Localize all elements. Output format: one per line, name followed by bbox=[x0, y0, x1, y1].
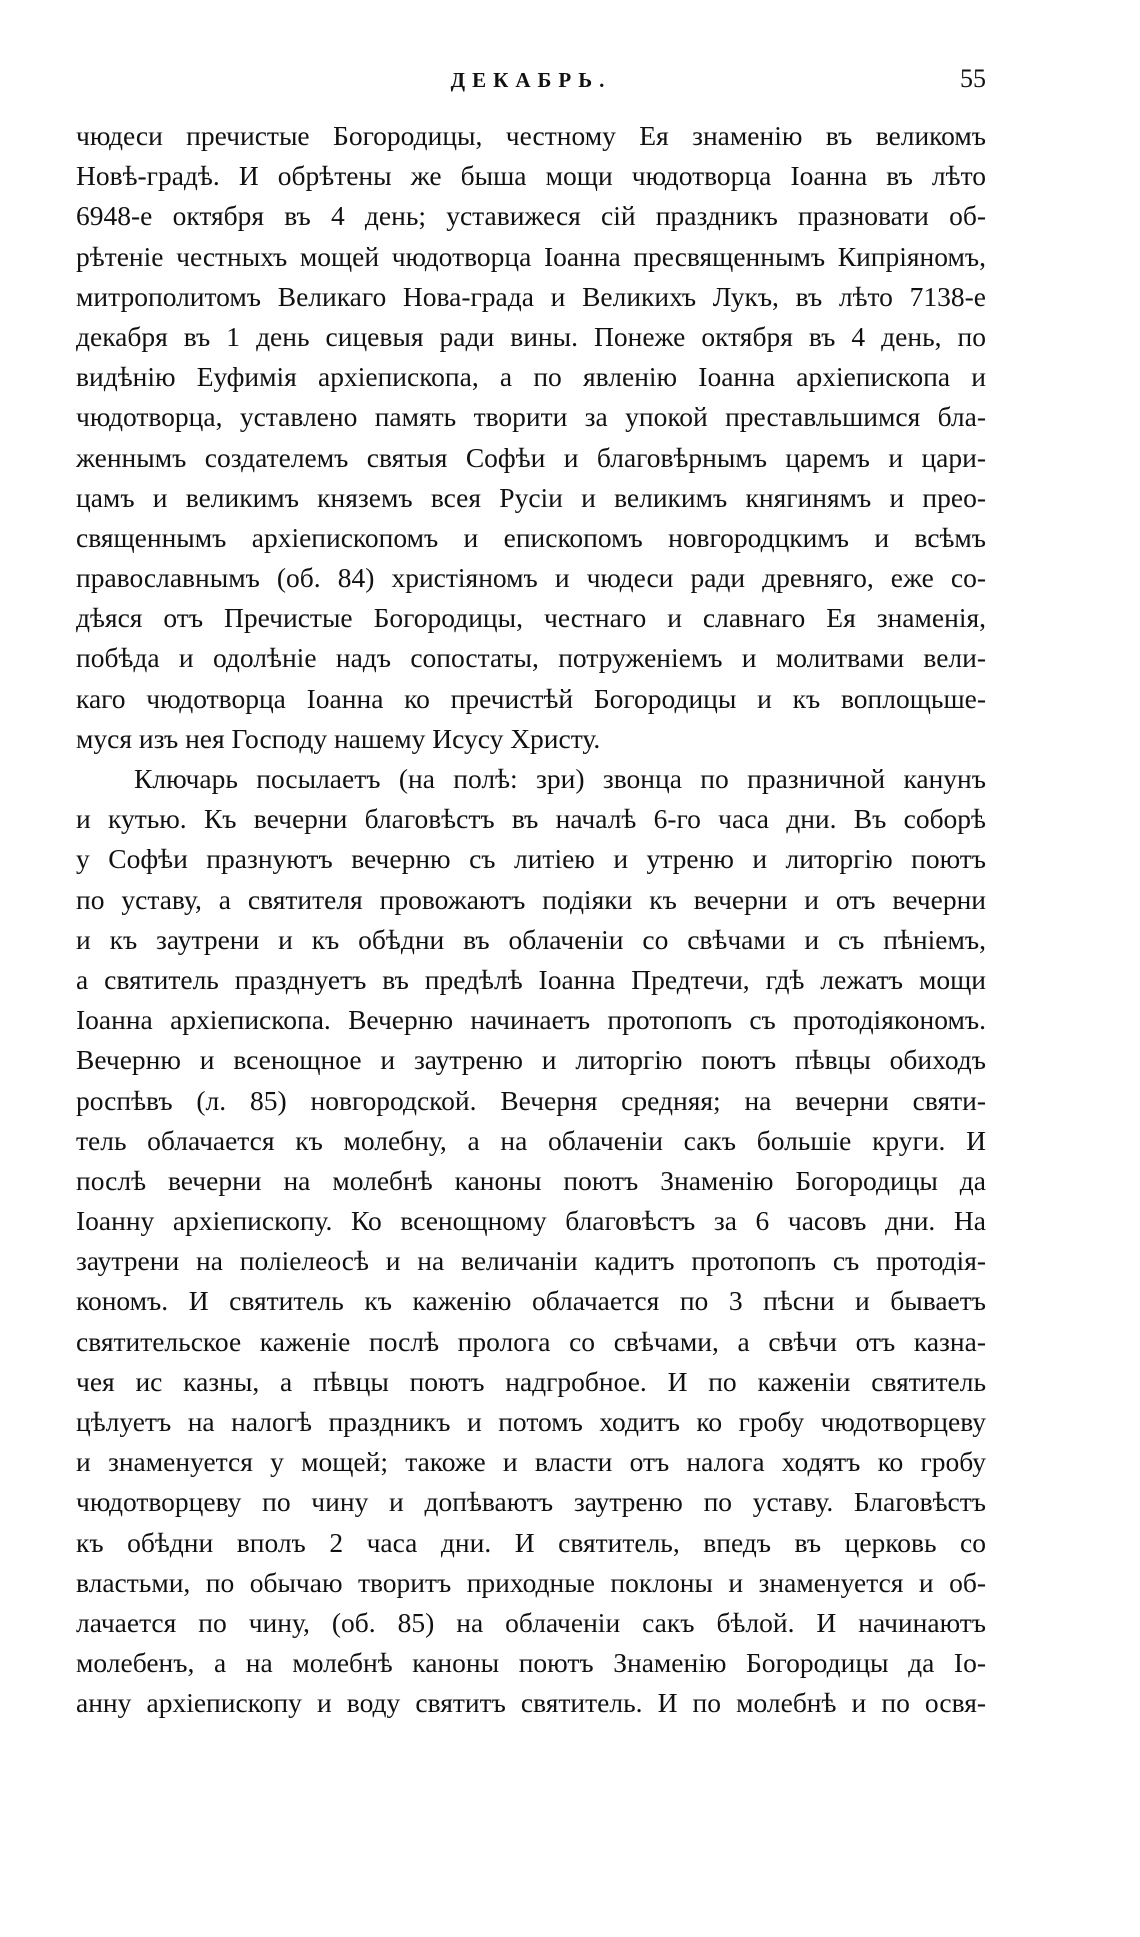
text-line: Новѣ-градѣ. И обрѣтены же быша мощи чюдотворца Іоанна въ лѣто bbox=[76, 160, 986, 192]
text-line: священнымъ архіепископомъ и епископомъ новгородцкимъ и всѣмъ bbox=[76, 521, 986, 553]
text-line: роспѣвъ (л. 85) новгородской. Вечерня средняя; на вечерни святи- bbox=[76, 1084, 986, 1116]
text-line: декабря въ 1 день сицевыя ради вины. Понеже октября въ 4 день, по bbox=[76, 320, 986, 352]
text-line: и знаменуется у мощей; такоже и власти отъ налога ходятъ ко гробу bbox=[76, 1446, 986, 1478]
text-line: каго чюдотворца Іоанна ко пречистѣй Богородицы и къ воплощьше- bbox=[76, 682, 986, 714]
text-line: цамъ и великимъ княземъ всея Русіи и великимъ княгинямъ и прео- bbox=[76, 481, 986, 513]
text-line: видѣнію Еуфимія архіепископа, а по явленію Іоанна архіепископа и bbox=[76, 361, 986, 393]
running-title: ДЕКАБРЬ. bbox=[450, 68, 612, 92]
text-line: чея ис казны, а пѣвцы поютъ надгробное. И по каженіи святитель bbox=[76, 1365, 986, 1397]
text-line: анну архіепископу и воду святитъ святитель. И по молебнѣ и по освя- bbox=[76, 1687, 986, 1719]
text-line: дѣяся отъ Пречистые Богородицы, честнаго и славнаго Ея знаменія, bbox=[76, 602, 986, 634]
text-line: святительское каженіе послѣ пролога со свѣчами, а свѣчи отъ казна- bbox=[76, 1325, 986, 1357]
text-line: Ключарь посылаетъ (на полѣ: зри) звонца по празничной канунъ bbox=[134, 763, 986, 794]
text-line: къ обѣдни вполъ 2 часа дни. И святитель, впедъ въ церковь со bbox=[76, 1526, 986, 1558]
text-line: и къ заутрени и къ обѣдни въ облаченіи со свѣчами и съ пѣніемъ, bbox=[76, 923, 986, 955]
text-line: по уставу, а святителя провожаютъ подіяки къ вечерни и отъ вечерни bbox=[76, 883, 986, 915]
text-line: 6948-е октября въ 4 день; уставижеся сій праздникъ празновати об- bbox=[76, 200, 986, 232]
text-line: побѣда и одолѣніе надъ сопостаты, потруженіемъ и молитвами вели- bbox=[76, 642, 986, 674]
text-line: рѣтеніе честныхъ мощей чюдотворца Іоанна пресвященнымъ Кипріяномъ, bbox=[76, 240, 986, 272]
text-line: женнымъ создателемъ святыя Софѣи и благовѣрнымъ царемъ и цари- bbox=[76, 441, 986, 473]
text-line: Іоанна архіепископа. Вечерню начинаетъ протопопъ съ протодіякономъ. bbox=[76, 1004, 986, 1036]
running-head bbox=[76, 58, 986, 108]
text-line: Вечерню и всенощное и заутреню и литоргію поютъ пѣвцы обиходъ bbox=[76, 1044, 986, 1076]
text-line: властьми, по обычаю творитъ приходные поклоны и знаменуется и об- bbox=[76, 1566, 986, 1598]
text-line: и кутью. Къ вечерни благовѣстъ въ началѣ 6-го часа дни. Въ соборѣ bbox=[76, 803, 986, 835]
text-line: чюдотворцеву по чину и допѣваютъ заутреню по уставу. Благовѣстъ bbox=[76, 1486, 986, 1518]
text-line: Іоанну архіепископу. Ко всенощному благовѣстъ за 6 часовъ дни. На bbox=[76, 1205, 986, 1237]
text-line: чюдеси пречистые Богородицы, честному Ея знаменію въ великомъ bbox=[76, 120, 986, 151]
text-line: послѣ вечерни на молебнѣ каноны поютъ Знаменію Богородицы да bbox=[76, 1164, 986, 1196]
body-text bbox=[76, 116, 986, 1724]
text-line: у Софѣи празнуютъ вечерню съ литіею и утреню и литоргію поютъ bbox=[76, 843, 986, 875]
text-line: цѣлуетъ на налогѣ праздникъ и потомъ ходитъ ко гробу чюдотворцеву bbox=[76, 1406, 986, 1437]
text-line: митрополитомъ Великаго Нова-града и Великихъ Лукъ, въ лѣто 7138-е bbox=[76, 280, 986, 312]
text-line: муся изъ нея Господу нашему Исусу Христу. bbox=[76, 722, 601, 754]
text-line: тель облачается къ молебну, а на облаченіи сакъ большіе круги. И bbox=[76, 1124, 986, 1156]
text-line: лачается по чину, (об. 85) на облаченіи сакъ бѣлой. И начинаютъ bbox=[76, 1606, 986, 1638]
text-line: чюдотворца, уставлено память творити за упокой преставльшимся бла- bbox=[76, 401, 986, 433]
text-line: православнымъ (об. 84) христіяномъ и чюдеси ради древняго, еже со- bbox=[76, 562, 986, 594]
paragraph-1 bbox=[76, 116, 986, 759]
text-line: заутрени на поліелеосѣ и на величаніи кадитъ протопопъ съ протодія- bbox=[76, 1245, 986, 1277]
page-number: 55 bbox=[960, 64, 986, 93]
text-line: кономъ. И святитель къ каженію облачается по 3 пѣсни и бываетъ bbox=[76, 1285, 986, 1317]
text-line: а святитель празднуетъ въ предѣлѣ Іоанна Предтечи, гдѣ лежатъ мощи bbox=[76, 963, 986, 995]
text-line: молебенъ, а на молебнѣ каноны поютъ Знаменію Богородицы да Іо- bbox=[76, 1647, 986, 1679]
paragraph-2 bbox=[76, 759, 986, 1724]
